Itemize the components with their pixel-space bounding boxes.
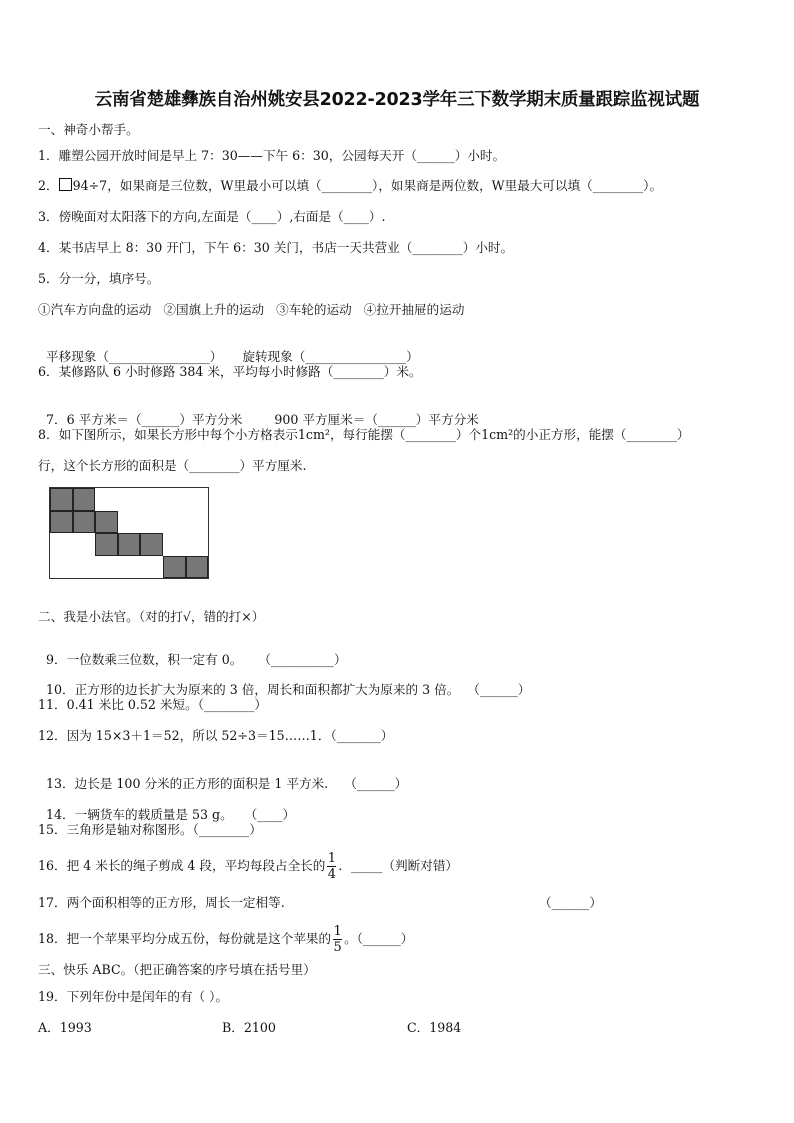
question-12: 12．因为 15×3＋1＝52，所以 52÷3＝15……1．（_______） [38, 728, 394, 743]
question-1: 1．雕塑公园开放时间是早上 7：30——下午 6：30，公园每天开（______）小时。 [38, 148, 506, 163]
answer-blank[interactable]: ______ [479, 682, 518, 697]
question-8: 8．如下图所示，如果长方形中每个小方格表示1cm²，每行能摆（________）个1cm²的小正方形，能摆（________） [38, 427, 690, 442]
question-9: 9．一位数乘三位数，积一定有 0。 （__________） [46, 652, 347, 667]
answer-blank[interactable]: ________ [333, 364, 384, 379]
shaded-square-cell [140, 533, 163, 556]
shaded-square-cell [95, 511, 118, 534]
question-6: 6．某修路队 6 小时修路 384 米，平均每小时修路（________）米。 [38, 364, 422, 379]
question-7: 7．6 平方米＝（______）平方分米 900 平方厘米＝（______）平方分米 [46, 412, 479, 427]
answer-blank[interactable]: __________ [270, 652, 334, 667]
section-1-heading: 一、神奇小帮手。 [38, 122, 139, 137]
question-16: 16．把 4 米长的绳子剪成 4 段，平均每段占全长的 $\frac{1}{4}$ ．_____（判断对错） [38, 851, 458, 882]
question-3: 3．傍晚面对太阳落下的方向,左面是（____）,右面是（____）. [38, 209, 386, 224]
answer-blank[interactable]: ______ [378, 412, 416, 427]
answer-blank[interactable]: ________________ [108, 349, 210, 364]
answer-blank[interactable]: _______ [336, 728, 381, 743]
fraction: $\frac{1}{5}$ [333, 924, 342, 955]
answer-blank[interactable]: ____ [257, 807, 283, 822]
shaded-square-cell [73, 511, 96, 534]
question-15: 15．三角形是轴对称图形。（________） [38, 822, 262, 837]
answer-blank[interactable]: ______ [356, 776, 395, 791]
square-box-icon [59, 178, 72, 191]
question-5-options: ①汽车方向盘的运动 ②国旗上升的运动 ③车轮的运动 ④拉开抽屉的运动 [38, 302, 465, 317]
shaded-square-cell [118, 533, 141, 556]
question-17: 17．两个面积相等的正方形，周长一定相等. [38, 895, 285, 910]
question-5-fill: 平移现象（________________） 旋转现象（________________） [46, 349, 419, 364]
shaded-square-cell [163, 556, 186, 579]
shaded-square-cell [50, 511, 73, 534]
answer-blank[interactable]: ________ [412, 240, 463, 255]
answer-blank[interactable]: ________ [203, 697, 255, 712]
rectangle-grid-figure [49, 487, 209, 579]
shaded-square-cell [50, 488, 73, 511]
fraction: $\frac{1}{4}$ [327, 851, 336, 882]
question-18: 18．把一个苹果平均分成五份，每份就是这个苹果的 $\frac{1}{5}$ 。（______） [38, 924, 414, 955]
question-11: 11．0.41 米比 0.52 米短。（________） [38, 697, 267, 712]
question-17-answer[interactable]: （______） [539, 895, 602, 910]
question-2: 2． 94÷7，如果商是三位数，W里最小可以填（________），如果商是两位数，W里最大可以填（________）。 [38, 178, 663, 193]
question-14: 14．一辆货车的载质量是 53 g。 （____） [46, 807, 296, 822]
answer-blank[interactable]: ______ [141, 412, 180, 427]
question-4: 4．某书店早上 8：30 开门，下午 6：30 关门，书店一天共营业（________）小时。 [38, 240, 514, 255]
question-19: 19．下列年份中是闰年的有（ ）。 [38, 989, 229, 1004]
answer-blank[interactable]: ______ [362, 931, 401, 946]
answer-blank[interactable]: ________ [405, 427, 456, 442]
option-b[interactable]: B．2100 [222, 1020, 276, 1035]
answer-blank[interactable]: ________ [321, 178, 373, 193]
answer-blank[interactable]: _____ [350, 858, 383, 873]
page-title: 云南省楚雄彝族自治州姚安县2022-2023学年三下数学期末质量跟踪监视试题 [94, 90, 700, 110]
answer-blank[interactable]: ________ [189, 458, 240, 473]
answer-blank[interactable]: ____ [251, 209, 277, 224]
answer-blank[interactable]: ____ [343, 209, 369, 224]
question-13: 13．边长是 100 分米的正方形的面积是 1 平方米. （______） [46, 776, 408, 791]
question-8-line-2: 行，这个长方形的面积是（________）平方厘米. [38, 458, 307, 473]
option-c[interactable]: C．1984 [407, 1020, 462, 1035]
section-2-heading: 二、我是小法官。（对的打√，错的打×） [38, 609, 265, 624]
answer-blank[interactable]: ________________ [305, 349, 407, 364]
shaded-square-cell [73, 488, 96, 511]
answer-blank[interactable]: ________ [198, 822, 250, 837]
answer-blank[interactable]: ________ [626, 427, 677, 442]
question-10: 10．正方形的边长扩大为原来的 3 倍，周长和面积都扩大为原来的 3 倍。 （______） [46, 682, 531, 697]
shaded-square-cell [186, 556, 209, 579]
answer-blank[interactable]: ________ [592, 178, 644, 193]
section-3-heading: 三、快乐 ABC。（把正确答案的序号填在括号里） [38, 962, 316, 977]
option-a[interactable]: A．1993 [38, 1020, 92, 1035]
answer-blank[interactable]: ______ [416, 148, 455, 163]
question-5: 5．分一分，填序号。 [38, 271, 160, 286]
shaded-square-cell [95, 533, 118, 556]
